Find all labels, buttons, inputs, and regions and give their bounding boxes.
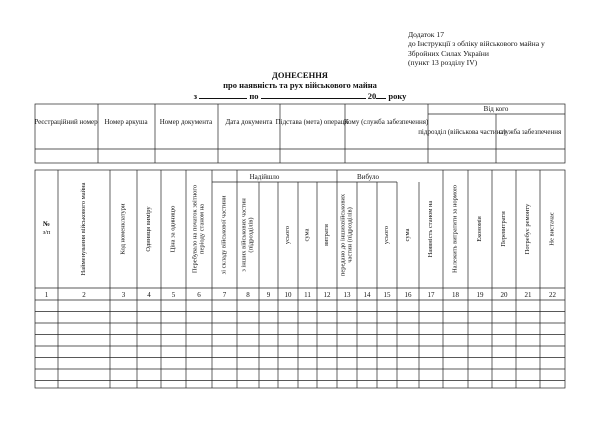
column-no: № [42,220,51,228]
top-header-sheet-number: Номер аркуша [104,118,148,126]
header-line: передано до іншихвійськових [339,193,347,277]
header-line: усього [284,225,292,245]
rotated-column-header [323,224,330,246]
header-line: Перевитрати [500,211,508,247]
header-line: зі складу військової частини [220,195,228,275]
column-number: 22 [549,291,556,299]
column-no-sub: з/п [42,229,51,236]
rotated-column-header [340,193,354,276]
rotated-column-header [284,226,291,244]
column-number: 20 [500,291,508,299]
header-text: Реєстраційний номер [34,118,98,126]
report-title: ДОНЕСЕННЯ [272,70,328,80]
rotated-column-header [500,211,507,247]
column-number: 10 [284,291,292,299]
group-outgoing: Вибуло [357,173,379,181]
main-table [35,170,565,388]
header-line: періоду станом на [198,203,206,255]
period-to-label: по [249,91,259,101]
top-header-reg-number [34,118,98,126]
header-line: частин (підрозділів) [346,207,354,263]
rotated-column-header [452,185,459,273]
header-line: витрати [323,224,331,246]
header-line: Ціна за одиницю [169,205,177,253]
column-number: 16 [404,291,412,299]
column-number: 1 [44,291,49,299]
report-subtitle: про наявність та рух військового майна [223,80,377,90]
header-line: сума [303,228,311,242]
header-line: Наявність станом на [427,200,435,258]
column-number: 12 [323,291,331,299]
rotated-column-header [304,228,311,241]
column-number: 7 [222,291,227,299]
rotated-column-header [549,212,556,245]
rotated-column-header [241,198,255,272]
from-whom-service: служба забезпечення [498,128,562,136]
column-number: 6 [197,291,201,299]
header-line: Потребує ремонту [524,203,532,255]
column-number: 8 [246,291,250,299]
column-number: 2 [82,291,86,299]
from-whom-header: Від кого [483,105,509,113]
top-header-to-whom: Кому (служба забезпечення) [343,118,429,126]
header-line: Код номенклатури [119,203,127,255]
year-prefix: 20 [367,91,377,101]
top-header-doc-number: Номер документа [159,118,213,126]
rotated-column-header [404,228,411,241]
header-line: Належить витратити за нормою [451,184,459,274]
rotated-column-header [80,182,87,275]
header-line: усього [383,225,391,245]
top-header-basis: Підстава (мета) операції [275,118,349,126]
rotated-column-header [170,206,177,253]
top-table [34,104,565,163]
year-suffix: року [388,91,407,101]
column-number: 13 [343,291,351,299]
rotated-column-header [192,185,206,273]
header-line: Перебувало на початок звітного [191,184,199,274]
column-number: 5 [171,291,176,299]
reference-line: Збройних Силах України [408,48,489,58]
column-number: 3 [121,291,126,299]
header-line: (підрозділів) [247,217,255,253]
header-line: сума [404,228,412,242]
column-number: 21 [524,291,532,299]
column-number: 11 [304,291,311,299]
rotated-column-header [383,226,390,244]
reference-line: Додаток 17 [408,30,444,39]
column-number: 17 [427,291,435,299]
rotated-column-header [221,195,228,274]
reference-line: до Інструкції з обліку військового майна у [408,39,545,49]
from-whom-unit: підрозділ (військова частина) [418,128,506,136]
rotated-column-header [427,201,434,258]
header-line: з інших військових частин [240,198,248,272]
column-number: 9 [266,291,271,299]
reference-line: (пункт 13 розділу IV) [408,58,478,68]
column-number: 14 [363,291,371,299]
rotated-column-header [476,216,483,242]
header-line: Найменування військового майна [80,182,88,276]
rotated-column-header [145,206,152,252]
header-line: Економія [476,216,484,242]
column-number: 15 [383,291,391,299]
header-line: Не вистачає [548,212,556,246]
rotated-column-header [120,203,127,254]
main-table-frame [35,170,565,388]
top-header-doc-date: Дата документа [225,118,273,126]
column-number: 4 [147,291,151,299]
column-number: 18 [452,291,459,299]
header-line: Одиниця виміру [145,206,153,252]
column-number: 19 [476,291,484,299]
rotated-column-header [524,203,531,254]
group-incoming: Надійшло [249,173,280,181]
period-from-label: з [193,91,198,101]
